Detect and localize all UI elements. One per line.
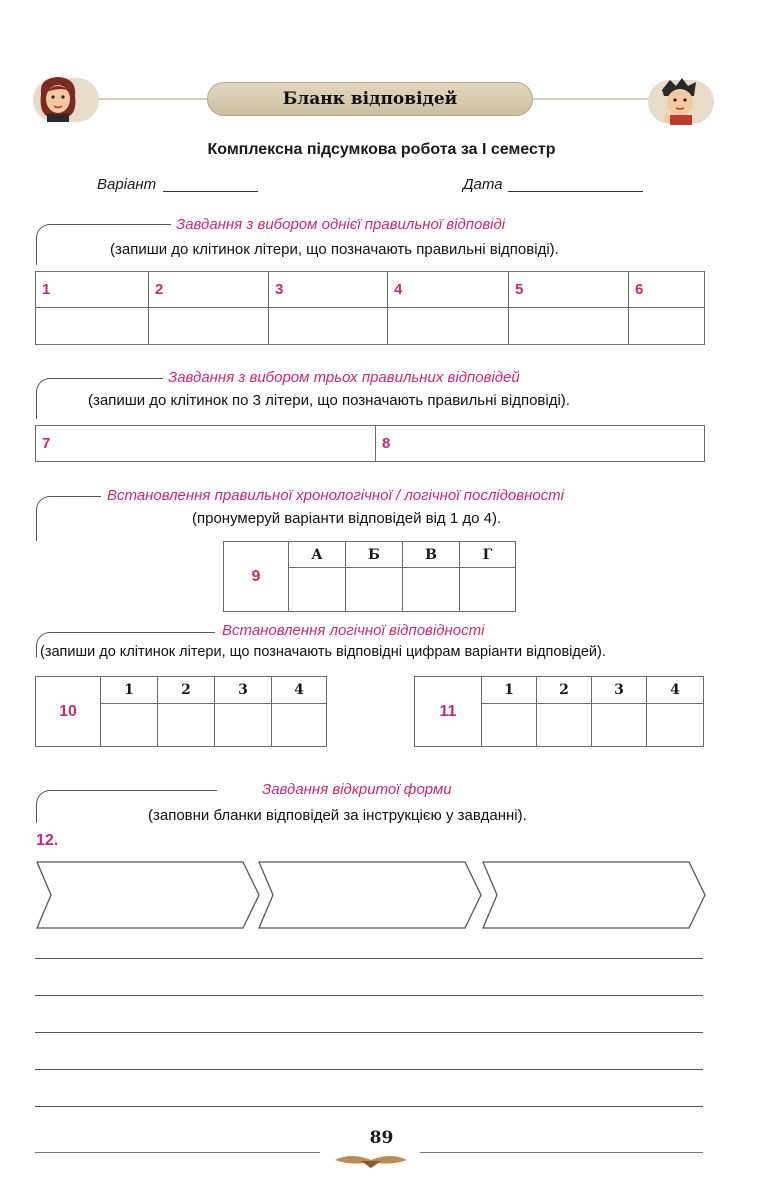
- answer-cell-4[interactable]: [388, 308, 509, 345]
- section3-grid: [223, 541, 516, 612]
- letter-header-b: Б: [346, 542, 403, 568]
- answer-cell-3[interactable]: [269, 308, 388, 345]
- footer-ornament-icon: [331, 1150, 411, 1170]
- open-answer-arrows: [33, 858, 713, 932]
- task-number-6: 6: [629, 272, 705, 308]
- column-header-2: 2: [158, 677, 215, 704]
- column-header-3: 3: [215, 677, 272, 704]
- sequence-cell-a[interactable]: [289, 568, 346, 612]
- writing-line-2[interactable]: [35, 995, 703, 996]
- section3-title: Встановлення правильної хронологічної / логічної послідовності: [107, 487, 564, 504]
- answer-cell-5[interactable]: [509, 308, 629, 345]
- writing-line-4[interactable]: [35, 1069, 703, 1070]
- section2-subtitle: (запиши до клітинок по 3 літери, що позначають правильні відповіді).: [88, 392, 570, 409]
- letter-header-g: Г: [460, 542, 516, 568]
- writing-line-3[interactable]: [35, 1032, 703, 1033]
- match-cell-10-2[interactable]: [158, 704, 215, 747]
- section2-grid: [35, 425, 705, 462]
- task-number-8[interactable]: 8: [376, 426, 705, 462]
- letter-header-v: В: [403, 542, 460, 568]
- answer-arrow-3: [483, 862, 705, 928]
- task10-grid: [35, 676, 327, 747]
- task-number-7[interactable]: 7: [36, 426, 376, 462]
- date-field[interactable]: [508, 191, 643, 192]
- match-cell-11-1[interactable]: [482, 704, 537, 747]
- section1-subtitle: (запиши до клітинок літери, що позначають правильні відповіді).: [110, 241, 559, 258]
- section4-subtitle: (запиши до клітинок літери, що позначають відповідні цифрам варіанти відповідей).: [40, 644, 606, 660]
- match-cell-11-2[interactable]: [537, 704, 592, 747]
- variant-label: Варіант: [97, 176, 157, 193]
- work-title: Комплексна підсумкова робота за І семестр: [207, 141, 556, 158]
- task-number-3: 3: [269, 272, 388, 308]
- task-number-10: 10: [36, 677, 101, 747]
- girl-face-icon: [33, 72, 83, 124]
- section3-bracket: [36, 496, 101, 541]
- match-cell-10-4[interactable]: [272, 704, 327, 747]
- letter-header-a: А: [289, 542, 346, 568]
- answer-arrow-2: [259, 862, 481, 928]
- answer-cell-2[interactable]: [149, 308, 269, 345]
- answer-sheet-banner: [207, 82, 533, 116]
- footer-rule-left: [35, 1152, 320, 1153]
- task-number-11: 11: [415, 677, 482, 747]
- section5-subtitle: (заповни бланки відповідей за інструкцією у завданні).: [148, 807, 527, 824]
- match-cell-10-1[interactable]: [101, 704, 158, 747]
- section1-grid: [35, 271, 705, 345]
- variant-field[interactable]: [163, 191, 258, 192]
- match-cell-11-4[interactable]: [647, 704, 704, 747]
- column-header-1: 1: [101, 677, 158, 704]
- answer-arrow-1: [37, 862, 259, 928]
- match-cell-11-3[interactable]: [592, 704, 647, 747]
- task11-grid: [414, 676, 704, 747]
- sequence-cell-b[interactable]: [346, 568, 403, 612]
- section3-subtitle: (пронумеруй варіанти відповідей від 1 до 4).: [192, 510, 502, 527]
- task-number-2: 2: [149, 272, 269, 308]
- banner-title: Бланк відповідей: [282, 89, 458, 109]
- task-number-12: 12.: [36, 832, 59, 849]
- column-header-4: 4: [272, 677, 327, 704]
- task-number-5: 5: [509, 272, 629, 308]
- header-rule-right: [530, 98, 655, 100]
- date-label: Дата: [463, 176, 503, 193]
- answer-cell-1[interactable]: [36, 308, 149, 345]
- sequence-cell-v[interactable]: [403, 568, 460, 612]
- column-header-4: 4: [647, 677, 704, 704]
- column-header-1: 1: [482, 677, 537, 704]
- writing-line-5[interactable]: [35, 1106, 703, 1107]
- writing-line-1[interactable]: [35, 958, 703, 959]
- boy-face-icon: [652, 74, 706, 128]
- task-number-9: 9: [224, 542, 289, 612]
- task-number-1: 1: [36, 272, 149, 308]
- task-number-4: 4: [388, 272, 509, 308]
- footer-rule-right: [420, 1152, 703, 1153]
- section1-title: Завдання з вибором однієї правильної відповіді: [176, 216, 506, 233]
- section2-title: Завдання з вибором трьох правильних відповідей: [168, 369, 520, 386]
- section5-title: Завдання відкритої форми: [262, 781, 452, 798]
- answer-cell-6[interactable]: [629, 308, 705, 345]
- sequence-cell-g[interactable]: [460, 568, 516, 612]
- column-header-2: 2: [537, 677, 592, 704]
- column-header-3: 3: [592, 677, 647, 704]
- header-rule-left: [95, 98, 210, 100]
- match-cell-10-3[interactable]: [215, 704, 272, 747]
- section4-title: Встановлення логічної відповідності: [222, 622, 485, 639]
- page-number: 89: [369, 1128, 394, 1148]
